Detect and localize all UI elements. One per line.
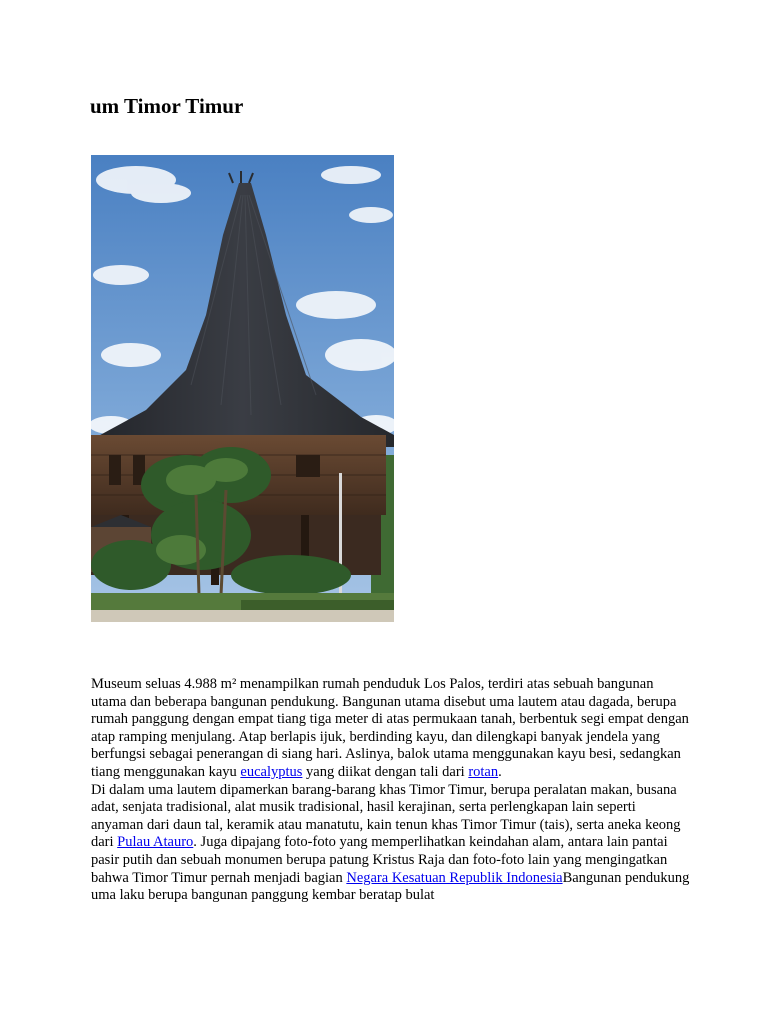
link-pulau-atauro[interactable]: Pulau Atauro xyxy=(117,834,194,851)
paragraph-2 xyxy=(91,782,691,905)
traditional-house-photo xyxy=(91,155,394,622)
paragraph-1-text-2: yang diikat dengan tali dari xyxy=(302,763,469,780)
link-negara-kesatuan-republik-indonesia[interactable]: Negara Kesatuan Republik Indonesia xyxy=(346,869,563,886)
paragraph-2-text-1: Di dalam uma lautem dipamerkan barang-barang khas Timor Timur, berupa peralatan makan, busana adat, senjata tradisional, alat musik tradisional, hasil kerajinan, serta perlengkapan lain seperti anyaman dari daun tal, keramik atau manatutu, kain tenun khas Timor Timur (tais), serta aneka keong dari xyxy=(91,781,681,851)
link-rotan[interactable]: rotan xyxy=(468,763,499,780)
paragraph-2-text-2: . Juga dipajang foto-foto yang memperlihatkan keindahan alam, antara lain pantai pasir putih dan sebuah monumen berupa patung Kristus Raja dan foto-foto lain yang mengingatkan bahwa Timor Timur pernah menjadi bagian xyxy=(91,834,668,886)
link-eucalyptus[interactable]: eucalyptus xyxy=(240,763,303,780)
paragraph-2-text-3: Bangunan pendukung uma laku berupa bangunan panggung kembar beratap bulat xyxy=(91,869,690,904)
paragraph-1-text-3: . xyxy=(498,763,502,780)
paragraph-1-text-1: Museum seluas 4.988 m² menampilkan rumah penduduk Los Palos, terdiri atas sebuah bangunan utama dan beberapa bangunan pendukung. Bangunan utama disebut uma lautem atau dagada, berupa rumah panggung dengan empat tiang tiga meter di atas permukaan tanah, berbentuk segi empat dengan atap ramping menjulang. Atap berlapis ijuk, berdinding kayu, dan dilengkapi banyak jendela yang berfungsi sebagai penerangan di siang hari. Aslinya, balok utama menggunakan kayu besi, sedangkan tiang menggunakan kayu xyxy=(91,676,689,780)
paragraph-1 xyxy=(91,676,691,782)
page-title: um Timor Timur xyxy=(90,94,244,118)
article-body xyxy=(91,676,691,905)
